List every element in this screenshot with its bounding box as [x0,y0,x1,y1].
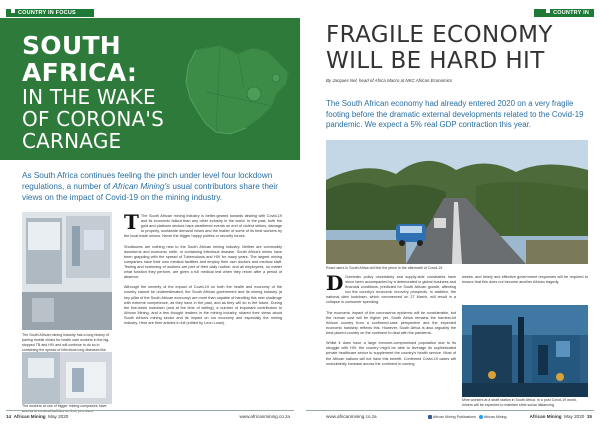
footer-right: African Mining May 2020 15 [529,414,592,419]
footer-left: 14 African Mining May 2020 [6,414,69,419]
drop-cap: T [124,210,139,234]
intro-paragraph: As South Africa continues feeling the pinch under level four lockdown regulations, a number of African Mining's usual contributors share their views on the impact of Covid-19 on the mining industry. [22,171,278,202]
footer-social: African Mining Publications African Mining [428,415,507,419]
footer-url-left[interactable]: www.africanmining.co.za [239,414,290,419]
facebook-icon[interactable] [428,415,432,419]
headline-line-1: SOUTH AFRICA: [22,31,138,87]
headline-line-4: CARNAGE [22,129,122,153]
right-page [300,0,600,424]
hero-banner [0,18,300,160]
footer-url-right[interactable]: www.africanmining.co.za [326,414,377,419]
headline-line-2: IN THE WAKE [22,85,156,109]
left-body-column: T The South African mining industry is better-geared towards dealing with Covid-19 and its economic fallout than any other industry in the world. In the past, both the gold and platinum sectors have weathered events on end of violent strikes, damage to property, worldwide demand crises and the matter of some of its best workers by the local trade unions. Never the trigger happy politics or security forces. Shutdowns are nothing new to the South African mining industry. Neither are commodity downturns and economic strife, or containing infectious disease. South Africa's mines have been grappling with the spread of Tuberculosis and HIV for many years. The largest mining companies have their own medical facilities and employ their own doctors and medical staff. Testing and screening of workers are part of their daily routine, and all employees, no matter what function they perform, are given a full medical test when they return after a period of absence. Although the severity of the impact of Covid-19 on both the health and economy of the country cannot be underestimated, the South African government and its mining industry (a key pillar of the South African economy) are more than capable of handling this new challenge with extreme competence, as they have in the past, and as they will do in the future. During the five-week lockdown (and at the time of writing), a number of important contributors to African Mining, and a few thought leaders in the mining industry, shared their views about South Africa's mining sector and its impact on our economy and especially the mining industry. Here are their articles in full (edited by Leon Louw). [124,210,282,325]
main-headline [22,32,192,152]
article-standfirst: The South African economy had already entered 2020 on a very fragile footing before the dramatic external developments related to the Covid-19 pandemic. We expect a 5% real GDP contraction this year. [326,99,584,129]
right-body-column-2: weeks, and timely and effective government responses will be required to ensure that this does not become another African tragedy. [462,275,588,285]
caption-mobile-clinic: The South African mining industry has a long history of pairing mobile clinics for health care workers in the big-stopped TB and HIV and will continue to do so in containing the spread of infectious lung diseases like [22,333,110,352]
section-tag-right: COUNTRY IN FOCUS [534,9,594,17]
south-africa-map-icon [176,42,294,142]
section-tag-left: COUNTRY IN FOCUS [6,9,94,17]
article-title: FRAGILE ECONOMY WILL BE HARD HIT [326,22,553,74]
road-photo [326,140,588,264]
twitter-icon[interactable] [479,415,483,419]
caption-medical-facility: The workers at one of bigger mining companies have access to medical facilities on their premises. [22,404,107,413]
mine-shaft-photo [462,305,588,397]
footer-rule-right [306,410,594,411]
article-byline: By Jacques Nel, head of Africa Macro at NKC African Economics [326,78,453,83]
drop-cap-right: D [326,271,344,295]
medical-facility-photo [22,352,112,404]
right-body-column-1: D Domestic policy uncertainty and supply-side constraints have since been accompanied by a deteriorated in global business and financial conditions, predicted for South African growth, affecting too the country's economic recovery prospects. In addition, the national debt lockdown, which commenced on 27 March, will result in a collapse in consumer spending. The economic impact of the coronavirus epidemic will be considerable, but the human cost will be higher yet. South Africa remains the hardest-hit African country from a confirmed-case perspective and the expected economic hardship reflects this. However, South Africa is also arguably the best-placed country on the continent to deal with the pandemic. Whilst it does have a large immune-compromised population due to its struggle with HIV, the country might be able to leverage its sophisticated private healthcare sector to supplement the country's health service. Most of the African nations will not have this benefit. Confirmed Covid-19 cases will undoubtedly increase across the continent in coming [326,271,456,366]
footer-rule-left [6,410,294,411]
mobile-clinic-photo [22,212,112,330]
caption-mine-shaft: Mine workers at a shaft station in South Africa. In a post Covid-19 world, miners will be expected to maintain strict social distancing. [462,398,577,407]
headline-line-3: OF CORONA'S [22,107,164,131]
caption-road-photo: Road users in South Africa will feel the pinch in the aftermath of Covid-19. [326,266,444,270]
